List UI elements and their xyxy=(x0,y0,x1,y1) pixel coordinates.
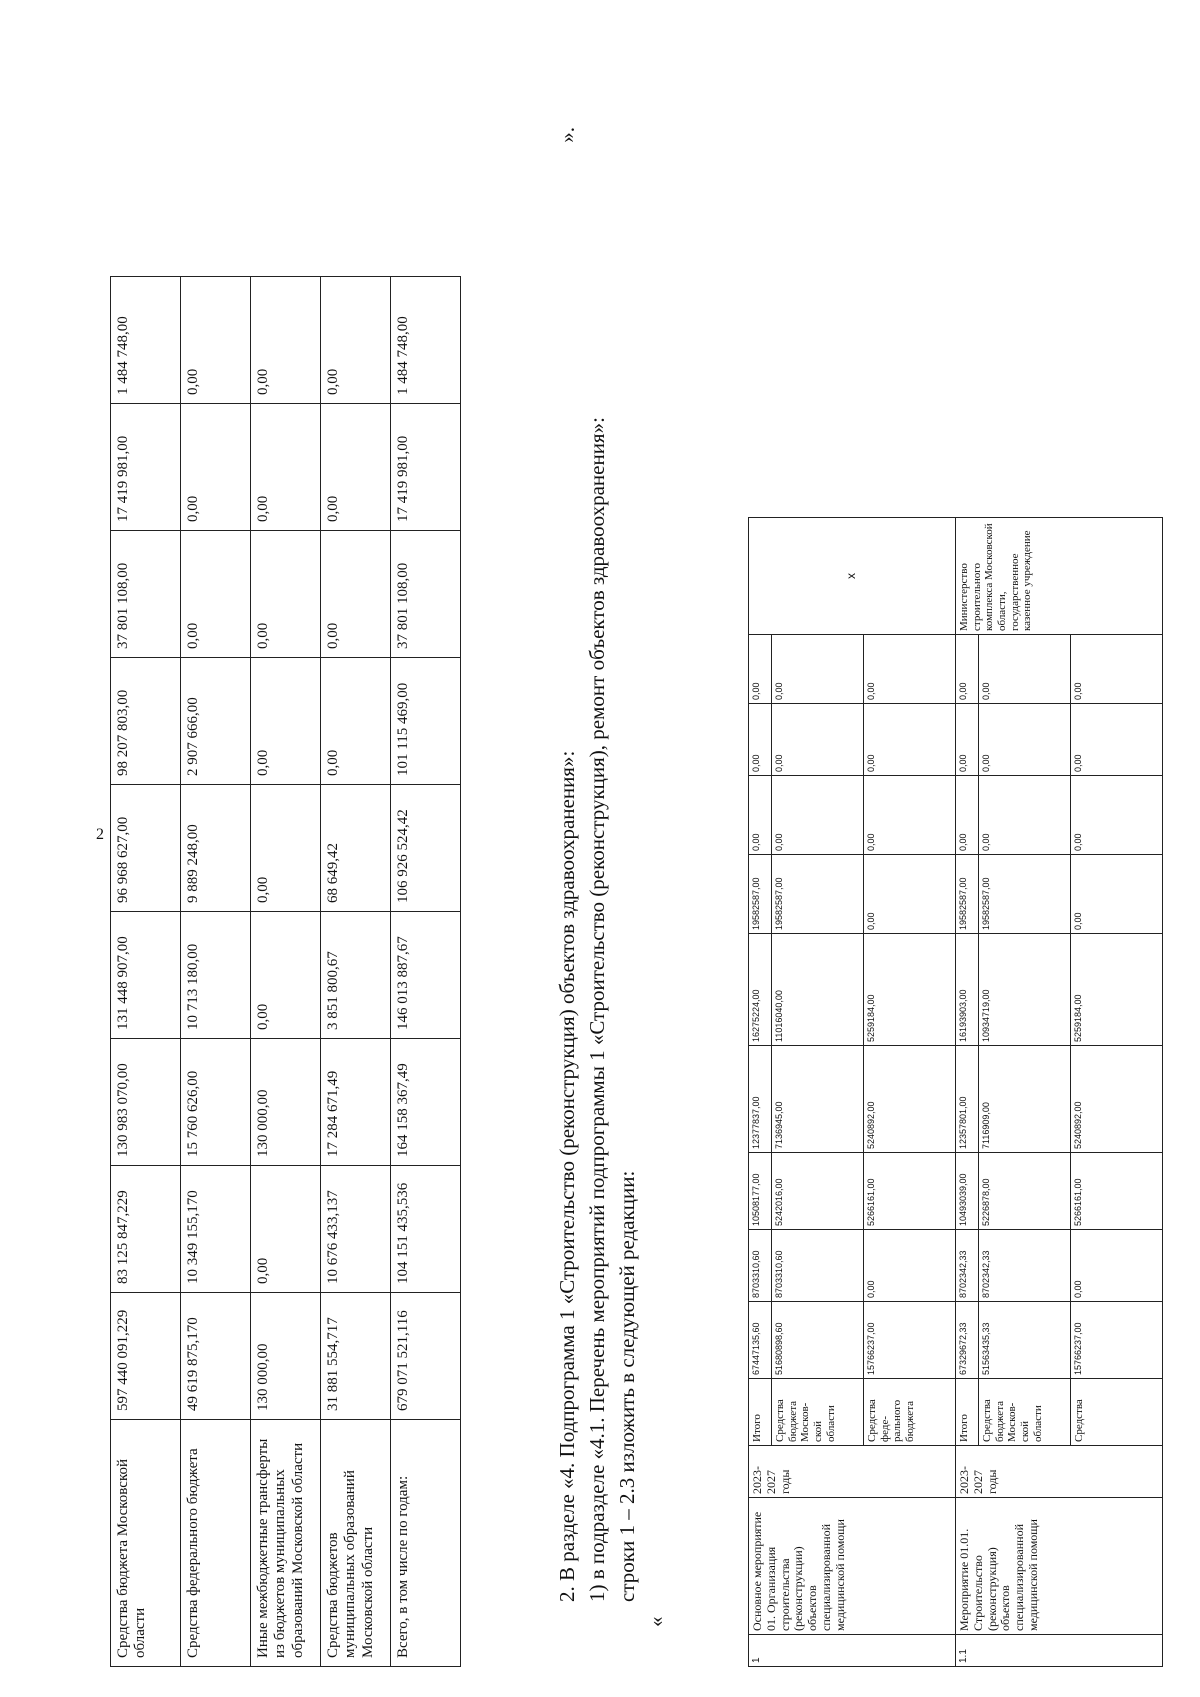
measure-amount: 0,00 xyxy=(1071,776,1163,855)
funding-source: Итого xyxy=(956,1379,979,1446)
measure-amount: 8702342,33 xyxy=(956,1230,979,1302)
budget-cell: 0,00 xyxy=(181,277,251,404)
budget-row xyxy=(321,277,391,1667)
paragraph-section: 2. В разделе «4. Подпрограмма 1 «Строительство (реконструкция) объектов здравоохранения»: xyxy=(555,750,579,1602)
measure-number: 1.1 xyxy=(956,1635,1163,1667)
measure-amount: 51680898,60 xyxy=(772,1302,864,1379)
measure-name: Основное мероприятие 01. Организация строительства (реконструкции) объектов специализированной медицинской помощи xyxy=(749,1498,956,1635)
measures-row xyxy=(749,518,772,1667)
budget-cell: 0,00 xyxy=(251,1166,321,1293)
opening-quote: « xyxy=(644,1616,669,1627)
measure-amount: 0,00 xyxy=(1071,704,1163,776)
budget-cell: 0,00 xyxy=(251,404,321,531)
budget-row xyxy=(251,277,321,1667)
budget-row xyxy=(181,277,251,1667)
budget-cell: 104 151 435,536 xyxy=(391,1166,461,1293)
budget-cell: 0,00 xyxy=(321,531,391,658)
budget-cell: 2 907 666,00 xyxy=(181,658,251,785)
measure-name: Мероприятие 01.01. Строительство (реконструкция) объектов специализированной медицинской помощи xyxy=(956,1498,1163,1635)
measure-amount: 0,00 xyxy=(772,704,864,776)
measure-amount: 0,00 xyxy=(956,704,979,776)
amendment-text xyxy=(553,97,672,1657)
measure-amount: 0,00 xyxy=(864,635,956,704)
budget-cell: 37 801 108,00 xyxy=(391,531,461,658)
measure-amount: 15766237,00 xyxy=(864,1302,956,1379)
measure-amount: 19582587,00 xyxy=(956,855,979,934)
budget-cell: 98 207 803,00 xyxy=(111,658,181,785)
measure-amount: 10934719,00 xyxy=(979,934,1071,1046)
measure-amount: 10508177,00 xyxy=(749,1153,772,1230)
measure-amount: 19582587,00 xyxy=(772,855,864,934)
budget-cell: 10 713 180,00 xyxy=(181,912,251,1039)
budget-row-label: Иные межбюджетные трансферты из бюджетов муниципальных образований Московской области xyxy=(251,1420,321,1667)
budget-cell: 96 968 627,00 xyxy=(111,785,181,912)
measure-amount: 19582587,00 xyxy=(979,855,1071,934)
measure-amount: 16193903,00 xyxy=(956,934,979,1046)
budget-row-label: Средства бюджета Московской области xyxy=(111,1420,181,1667)
budget-cell: 0,00 xyxy=(181,531,251,658)
budget-cell: 15 760 626,00 xyxy=(181,1039,251,1166)
measures-table xyxy=(748,517,1163,1667)
paragraph-rows: строки 1 – 2.3 изложить в следующей редакции: xyxy=(614,1170,639,1602)
rotated-content xyxy=(0,97,1200,1697)
budget-cell: 68 649,42 xyxy=(321,785,391,912)
budget-cell: 164 158 367,49 xyxy=(391,1039,461,1166)
page-number: 2 xyxy=(96,826,104,843)
funding-source: Средства феде-рального бюджета xyxy=(864,1379,956,1446)
budget-cell: 0,00 xyxy=(321,277,391,404)
budget-cell: 0,00 xyxy=(251,277,321,404)
measure-amount: 67329672,33 xyxy=(956,1302,979,1379)
measure-amount: 67447135,60 xyxy=(749,1302,772,1379)
measure-amount: 12377837,00 xyxy=(749,1046,772,1153)
budget-row-label: Средства федерального бюджета xyxy=(181,1420,251,1667)
measure-amount: 5266161,00 xyxy=(864,1153,956,1230)
budget-cell: 10 349 155,170 xyxy=(181,1166,251,1293)
measure-amount: 0,00 xyxy=(1071,1230,1163,1302)
measure-amount: 0,00 xyxy=(864,704,956,776)
measure-amount: 5242016,00 xyxy=(772,1153,864,1230)
measure-amount: 0,00 xyxy=(1071,855,1163,934)
paragraph-subsection: 1) в подразделе «4.1. Перечень мероприятий подпрограммы 1 «Строительство (реконструкция), ремонт объектов здравоохранения»: xyxy=(584,417,609,1602)
measure-period: 2023-2027 годы xyxy=(956,1446,1163,1498)
funding-source: Средства xyxy=(1071,1379,1163,1446)
budget-row xyxy=(391,277,461,1667)
measure-amount: 7136945,00 xyxy=(772,1046,864,1153)
budget-cell: 131 448 907,00 xyxy=(111,912,181,1039)
budget-cell: 0,00 xyxy=(181,404,251,531)
measure-amount: 11016040,00 xyxy=(772,934,864,1046)
budget-cell: 31 881 554,717 xyxy=(321,1293,391,1420)
measure-amount: 0,00 xyxy=(772,635,864,704)
measure-amount: 0,00 xyxy=(749,635,772,704)
budget-row xyxy=(111,277,181,1667)
budget-cell: 597 440 091,229 xyxy=(111,1293,181,1420)
measure-amount: 12357801,00 xyxy=(956,1046,979,1153)
measure-amount: 51563435,33 xyxy=(979,1302,1071,1379)
budget-cell: 10 676 433,137 xyxy=(321,1166,391,1293)
measure-amount: 15766237,00 xyxy=(1071,1302,1163,1379)
budget-cell: 0,00 xyxy=(321,404,391,531)
measure-period: 2023-2027 годы xyxy=(749,1446,956,1498)
measure-amount: 5266161,00 xyxy=(1071,1153,1163,1230)
measure-executor: Министерство строительного комплекса Московской области, государственное казенное учреждение xyxy=(956,518,1163,635)
budget-cell: 3 851 800,67 xyxy=(321,912,391,1039)
budget-cell: 146 013 887,67 xyxy=(391,912,461,1039)
budget-row-label: Всего, в том числе по годам: xyxy=(391,1420,461,1667)
budget-cell: 17 419 981,00 xyxy=(111,404,181,531)
budget-cell: 1 484 748,00 xyxy=(391,277,461,404)
measure-amount: 8703310,60 xyxy=(749,1230,772,1302)
measure-amount: 5240892,00 xyxy=(864,1046,956,1153)
measure-amount: 0,00 xyxy=(979,635,1071,704)
budget-cell: 17 419 981,00 xyxy=(391,404,461,531)
budget-cell: 37 801 108,00 xyxy=(111,531,181,658)
measure-amount: 5259184,00 xyxy=(1071,934,1163,1046)
measure-amount: 5259184,00 xyxy=(864,934,956,1046)
budget-cell: 130 983 070,00 xyxy=(111,1039,181,1166)
budget-cell: 0,00 xyxy=(251,531,321,658)
budget-cell: 0,00 xyxy=(251,912,321,1039)
measure-amount: 7116909,00 xyxy=(979,1046,1071,1153)
measure-amount: 8703310,60 xyxy=(772,1230,864,1302)
budget-cell: 1 484 748,00 xyxy=(111,277,181,404)
measure-amount: 16275224,00 xyxy=(749,934,772,1046)
budget-cell: 9 889 248,00 xyxy=(181,785,251,912)
measure-amount: 0,00 xyxy=(979,704,1071,776)
measure-amount: 0,00 xyxy=(1071,635,1163,704)
measure-amount: 8702342,33 xyxy=(979,1230,1071,1302)
budget-cell: 83 125 847,229 xyxy=(111,1166,181,1293)
funding-source: Средства бюджета Москов-ской области xyxy=(772,1379,864,1446)
measure-amount: 10493039,00 xyxy=(956,1153,979,1230)
budget-cell: 0,00 xyxy=(251,658,321,785)
measure-amount: 5240892,00 xyxy=(1071,1046,1163,1153)
budget-cell: 130 000,00 xyxy=(251,1293,321,1420)
measures-row xyxy=(956,518,979,1667)
budget-table xyxy=(110,276,461,1667)
measure-amount: 0,00 xyxy=(864,855,956,934)
measure-amount: 0,00 xyxy=(979,776,1071,855)
budget-cell: 17 284 671,49 xyxy=(321,1039,391,1166)
budget-cell: 101 115 469,00 xyxy=(391,658,461,785)
measure-amount: 0,00 xyxy=(749,704,772,776)
budget-cell: 49 619 875,170 xyxy=(181,1293,251,1420)
executor-placeholder: х xyxy=(749,518,956,635)
measure-number: 1 xyxy=(749,1635,956,1667)
measure-amount: 5226878,00 xyxy=(979,1153,1071,1230)
budget-cell: 130 000,00 xyxy=(251,1039,321,1166)
measure-amount: 0,00 xyxy=(864,776,956,855)
measure-amount: 0,00 xyxy=(749,776,772,855)
budget-cell: 0,00 xyxy=(251,785,321,912)
budget-cell: 106 926 524,42 xyxy=(391,785,461,912)
budget-cell: 0,00 xyxy=(321,658,391,785)
budget-row-label: Средства бюджетов муниципальных образований Московской области xyxy=(321,1420,391,1667)
measure-amount: 0,00 xyxy=(864,1230,956,1302)
measure-amount: 0,00 xyxy=(956,776,979,855)
budget-cell: 679 071 521,116 xyxy=(391,1293,461,1420)
measure-amount: 19582587,00 xyxy=(749,855,772,934)
measure-amount: 0,00 xyxy=(772,776,864,855)
funding-source: Средства бюджета Москов-ской области xyxy=(979,1379,1071,1446)
closing-quote: ». xyxy=(555,127,579,143)
measure-amount: 0,00 xyxy=(956,635,979,704)
funding-source: Итого xyxy=(749,1379,772,1446)
